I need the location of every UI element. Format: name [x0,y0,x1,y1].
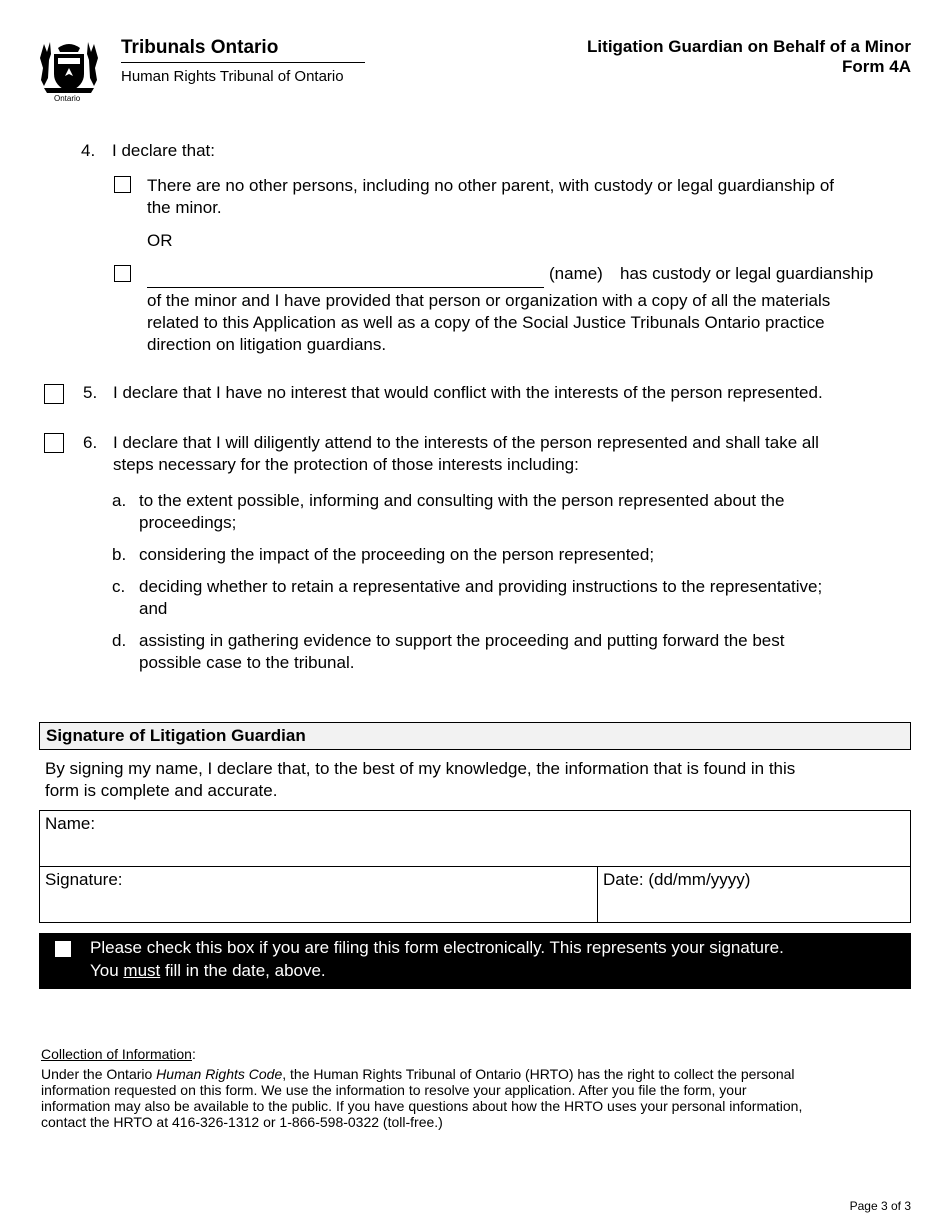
q4-name-field[interactable] [147,287,544,288]
collection-line1-italic: Human Rights Code [156,1066,283,1082]
date-field[interactable] [599,893,909,921]
q6-line1: I declare that I will diligently attend to the interests of the person represented and shall take all [113,433,819,452]
electronic-line2-post: fill in the date, above. [160,961,326,980]
signature-field[interactable] [40,893,596,921]
signature-declaration-line1: By signing my name, I declare that, to the best of my knowledge, the information that is found in this [45,759,796,778]
q6-item-c-line2: and [139,599,168,618]
q6-number: 6. [83,433,98,452]
electronic-filing-text [90,936,784,982]
form-title: Litigation Guardian on Behalf of a Minor [587,37,911,56]
q4-option-a-line2: the minor. [147,198,222,217]
signature-declaration [45,758,795,802]
q6-item-a-line1: to the extent possible, informing and consulting with the person represented about the [139,491,785,510]
q4-option-b-line3: related to this Application as well as a copy of the Social Justice Tribunals Ontario practice [147,313,825,332]
q4-name-hint: (name) [549,264,603,283]
q4-option-b-line4: direction on litigation guardians. [147,335,387,354]
q4-label: I declare that: [112,141,216,160]
logo-caption: Ontario [54,94,81,103]
header-divider [121,62,365,63]
collection-heading-line [41,1046,196,1062]
electronic-filing-line2 [90,959,784,982]
collection-line1 [41,1066,802,1082]
q6-item-a-line2: proceedings; [139,513,237,532]
signature-label: Signature: [45,870,123,889]
q6-item-b-line1: considering the impact of the proceeding on the person represented; [139,545,655,564]
form-title-block [587,37,911,77]
q4-option-b-line2: of the minor and I have provided that person or organization with a copy of all the materials [147,291,831,310]
signature-heading: Signature of Litigation Guardian [39,722,911,750]
q4-option-b-text [147,290,830,356]
signature-table-divider [39,866,911,867]
q6-item-c-letter: c. [112,577,126,596]
q5-text: I declare that I have no interest that would conflict with the interests of the person represented. [113,383,823,402]
q6-item-c [139,576,822,620]
collection-heading: Collection of Information [41,1046,192,1062]
sub-org-name: Human Rights Tribunal of Ontario [121,68,344,85]
q4-option-b-line1: has custody or legal guardianship [620,264,874,283]
collection-body [41,1066,802,1130]
date-label: Date: (dd/mm/yyyy) [603,870,751,889]
name-field[interactable] [40,837,910,865]
org-name: Tribunals Ontario [121,37,279,58]
q6-item-d-letter: d. [112,631,127,650]
q4-option-a-line1: There are no other persons, including no other parent, with custody or legal guardianship of [147,176,835,195]
ontario-coat-of-arms-logo [36,38,102,104]
q6-item-d-line2: possible case to the tribunal. [139,653,355,672]
collection-line1-pre: Under the Ontario [41,1066,157,1082]
signature-date-divider [597,866,598,923]
signature-declaration-line2: form is complete and accurate. [45,781,278,800]
q6-item-c-line1: deciding whether to retain a representative and providing instructions to the representative; [139,577,823,596]
q4-or: OR [147,231,173,250]
name-label: Name: [45,814,96,833]
q4-option-a-text [147,175,834,219]
q6-checkbox[interactable] [44,433,64,453]
q6-line2: steps necessary for the protection of those interests including: [113,455,579,474]
q6-item-d [139,630,784,674]
collection-line1-post: , the Human Rights Tribunal of Ontario (HRTO) has the right to collect the personal [282,1066,795,1082]
electronic-line2-must: must [123,961,161,980]
form-number: Form 4A [842,57,911,76]
q5-checkbox[interactable] [44,384,64,404]
electronic-filing-line1: Please check this box if you are filing this form electronically. This represents your signature. [90,938,784,957]
electronic-filing-checkbox[interactable] [55,941,71,957]
collection-line3: information may also be available to the public. If you have questions about how the HRTO uses your personal information, [41,1098,803,1114]
q6-item-a [139,490,784,534]
q6-text [113,432,819,476]
q5-number: 5. [83,383,98,402]
q4-option-a-checkbox[interactable] [114,176,131,193]
page-number: Page 3 of 3 [849,1199,911,1213]
q6-item-a-letter: a. [112,491,127,510]
collection-line2: information requested on this form. We use the information to resolve your application. After you file the form, your [41,1082,747,1098]
q4-option-b-checkbox[interactable] [114,265,131,282]
q6-item-b-letter: b. [112,545,127,564]
electronic-line2-pre: You [90,961,124,980]
collection-colon: : [191,1046,196,1062]
q6-item-b [139,544,654,566]
q4-number: 4. [81,141,96,160]
q6-item-d-line1: assisting in gathering evidence to support the proceeding and putting forward the best [139,631,785,650]
collection-line4: contact the HRTO at 416-326-1312 or 1-866-598-0322 (toll-free.) [41,1114,443,1130]
